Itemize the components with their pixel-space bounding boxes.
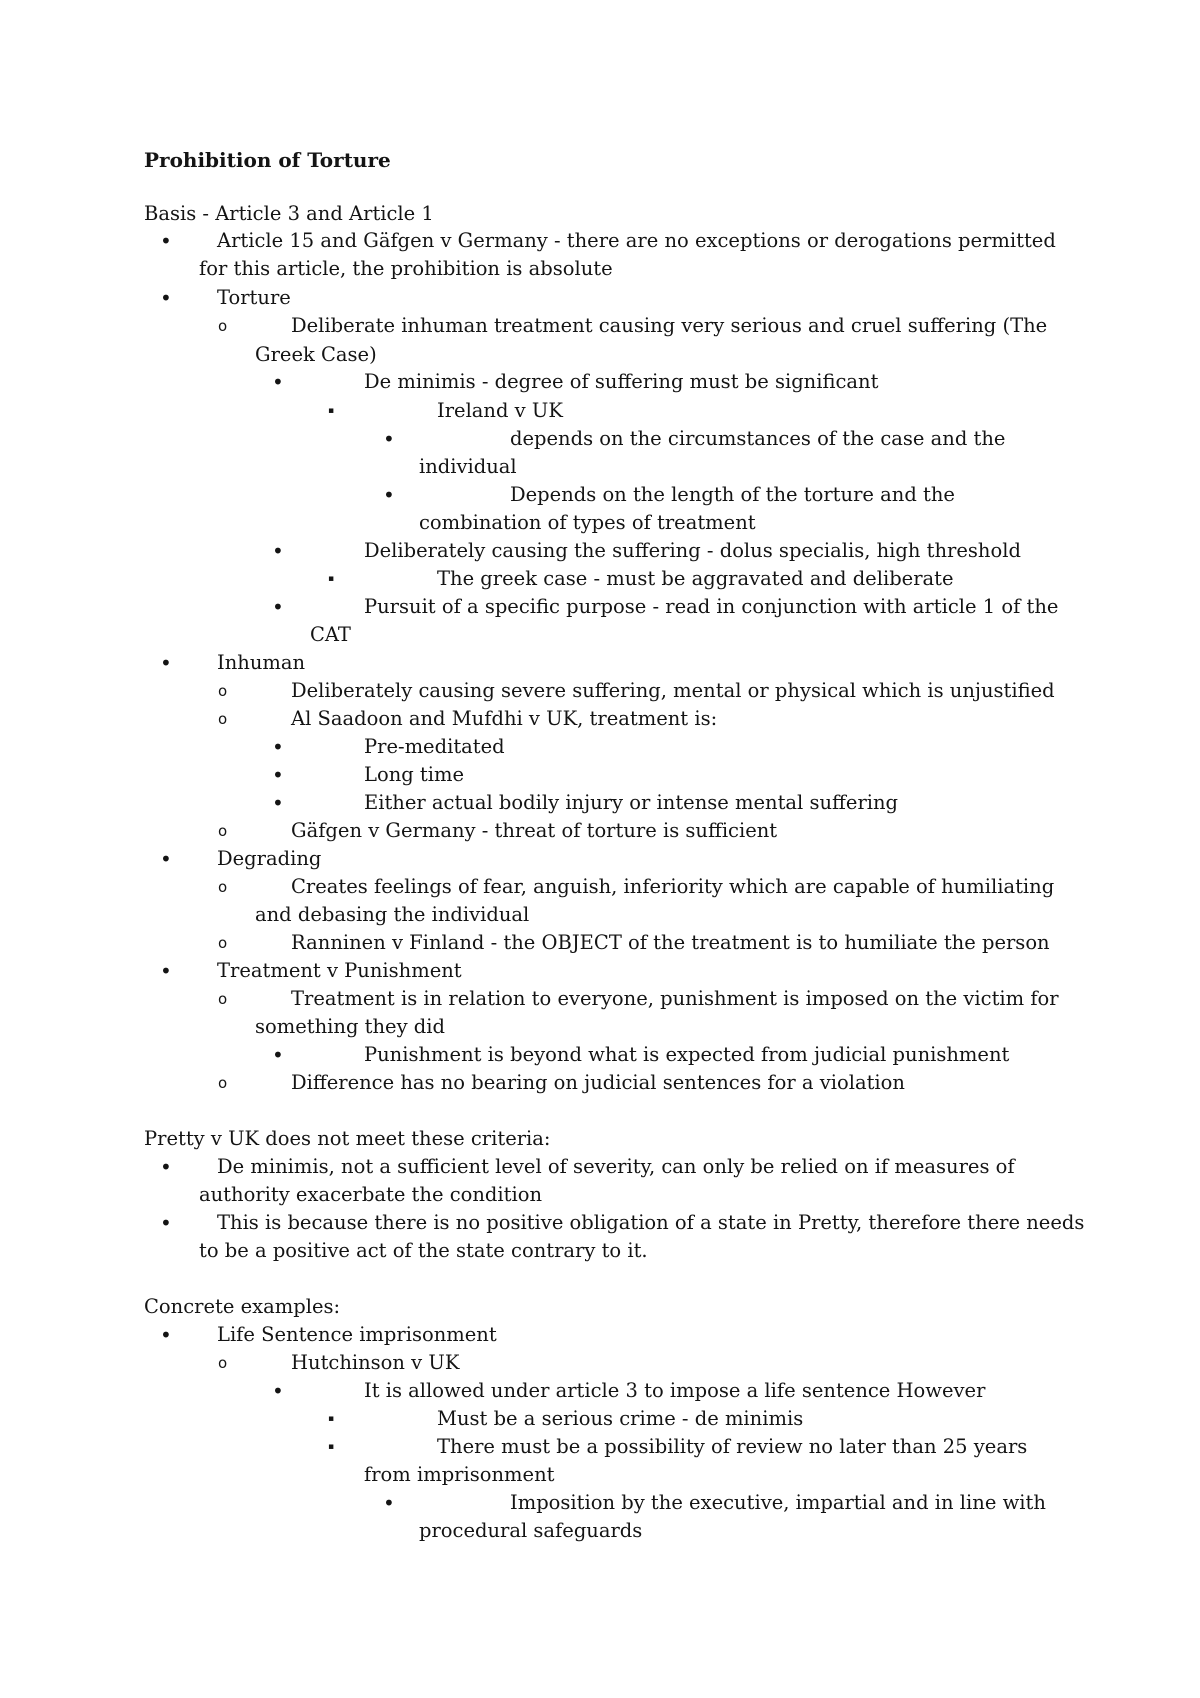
bullet-disc-icon: • <box>160 651 172 675</box>
section-heading-pretty: Pretty v UK does not meet these criteria: <box>144 1127 551 1150</box>
bullet-circle-icon: o <box>218 990 228 1008</box>
section-heading-basis: Basis - Article 3 and Article 1 <box>144 202 434 225</box>
list-item-text: depends on the circumstances of the case and the <box>510 427 1006 450</box>
bullet-circle-icon: o <box>218 878 228 896</box>
list-item-text: authority exacerbate the condition <box>199 1183 543 1206</box>
bullet-circle-icon: o <box>218 822 228 840</box>
list-item-text: to be a positive act of the state contrary to it. <box>199 1239 648 1262</box>
list-item-text: Deliberately causing the suffering - dolus specialis, high threshold <box>364 539 1021 562</box>
bullet-disc-icon: • <box>383 483 395 507</box>
bullet-disc-icon: • <box>272 791 284 815</box>
list-item-text: something they did <box>255 1015 446 1038</box>
list-item-text: Life Sentence imprisonment <box>217 1323 497 1346</box>
list-item-text: Punishment is beyond what is expected from judicial punishment <box>364 1043 1010 1066</box>
list-item-text: Ranninen v Finland - the OBJECT of the treatment is to humiliate the person <box>291 931 1050 954</box>
document-title: Prohibition of Torture <box>144 148 391 172</box>
bullet-disc-icon: • <box>160 229 172 253</box>
bullet-circle-icon: o <box>218 710 228 728</box>
bullet-disc-icon: • <box>383 1491 395 1515</box>
bullet-disc-icon: • <box>160 847 172 871</box>
bullet-disc-icon: • <box>272 595 284 619</box>
list-item-text: Deliberately causing severe suffering, mental or physical which is unjustified <box>291 679 1055 702</box>
list-item-text: Treatment is in relation to everyone, punishment is imposed on the victim for <box>291 987 1059 1010</box>
list-item-text: Creates feelings of fear, anguish, inferiority which are capable of humiliating <box>291 875 1055 898</box>
section-heading-concrete: Concrete examples: <box>144 1295 341 1318</box>
list-item-text: Al Saadoon and Mufdhi v UK, treatment is: <box>291 707 718 730</box>
bullet-disc-icon: • <box>160 1211 172 1235</box>
list-item-text: Either actual bodily injury or intense mental suffering <box>364 791 899 814</box>
list-item-degrading: Degrading <box>217 847 322 870</box>
list-item-text: Pursuit of a specific purpose - read in conjunction with article 1 of the <box>364 595 1059 618</box>
bullet-square-icon: ▪ <box>328 574 335 584</box>
bullet-disc-icon: • <box>160 959 172 983</box>
bullet-circle-icon: o <box>218 317 228 335</box>
bullet-disc-icon: • <box>272 370 284 394</box>
list-item-text: Gäfgen v Germany - threat of torture is sufficient <box>291 819 778 842</box>
bullet-circle-icon: o <box>218 682 228 700</box>
list-item-text: It is allowed under article 3 to impose a life sentence However <box>364 1379 986 1402</box>
list-item-text: Pre-meditated <box>364 735 505 758</box>
list-item-text: and debasing the individual <box>255 903 530 926</box>
list-item-text: from imprisonment <box>364 1463 555 1486</box>
list-item-treatment-v-punishment: Treatment v Punishment <box>217 959 462 982</box>
list-item-text: procedural safeguards <box>419 1519 643 1542</box>
bullet-disc-icon: • <box>272 763 284 787</box>
list-item-text: Long time <box>364 763 465 786</box>
bullet-circle-icon: o <box>218 1074 228 1092</box>
list-item-text: Article 15 and Gäfgen v Germany - there are no exceptions or derogations permitted <box>217 229 1056 252</box>
list-item-text: for this article, the prohibition is absolute <box>199 257 613 280</box>
bullet-square-icon: ▪ <box>328 1442 335 1452</box>
bullet-disc-icon: • <box>272 1379 284 1403</box>
bullet-disc-icon: • <box>160 1323 172 1347</box>
bullet-square-icon: ▪ <box>328 1414 335 1424</box>
list-item-text: Must be a serious crime - de minimis <box>437 1407 804 1430</box>
bullet-disc-icon: • <box>272 1043 284 1067</box>
list-item-text: CAT <box>310 623 351 646</box>
list-item-text: This is because there is no positive obligation of a state in Pretty, therefore there needs <box>217 1211 1085 1234</box>
list-item-torture: Torture <box>217 286 291 309</box>
list-item-text: The greek case - must be aggravated and deliberate <box>437 567 954 590</box>
list-item-text: combination of types of treatment <box>419 511 756 534</box>
list-item-text: De minimis, not a sufficient level of severity, can only be relied on if measures of <box>217 1155 1015 1178</box>
list-item-text: Hutchinson v UK <box>291 1351 460 1374</box>
list-item-text: De minimis - degree of suffering must be significant <box>364 370 879 393</box>
list-item-text: individual <box>419 455 517 478</box>
list-item-text: There must be a possibility of review no later than 25 years <box>437 1435 1028 1458</box>
bullet-disc-icon: • <box>160 286 172 310</box>
bullet-disc-icon: • <box>160 1155 172 1179</box>
list-item-text: Depends on the length of the torture and the <box>510 483 955 506</box>
bullet-disc-icon: • <box>383 427 395 451</box>
bullet-disc-icon: • <box>272 735 284 759</box>
list-item-text: Deliberate inhuman treatment causing very serious and cruel suffering (The <box>291 314 1048 337</box>
list-item-inhuman: Inhuman <box>217 651 306 674</box>
list-item-text: Ireland v UK <box>437 399 563 422</box>
bullet-disc-icon: • <box>272 539 284 563</box>
bullet-circle-icon: o <box>218 934 228 952</box>
list-item-text: Difference has no bearing on judicial sentences for a violation <box>291 1071 905 1094</box>
bullet-square-icon: ▪ <box>328 406 335 416</box>
list-item-text: Greek Case) <box>255 343 377 366</box>
list-item-text: Imposition by the executive, impartial and in line with <box>510 1491 1046 1514</box>
bullet-circle-icon: o <box>218 1354 228 1372</box>
